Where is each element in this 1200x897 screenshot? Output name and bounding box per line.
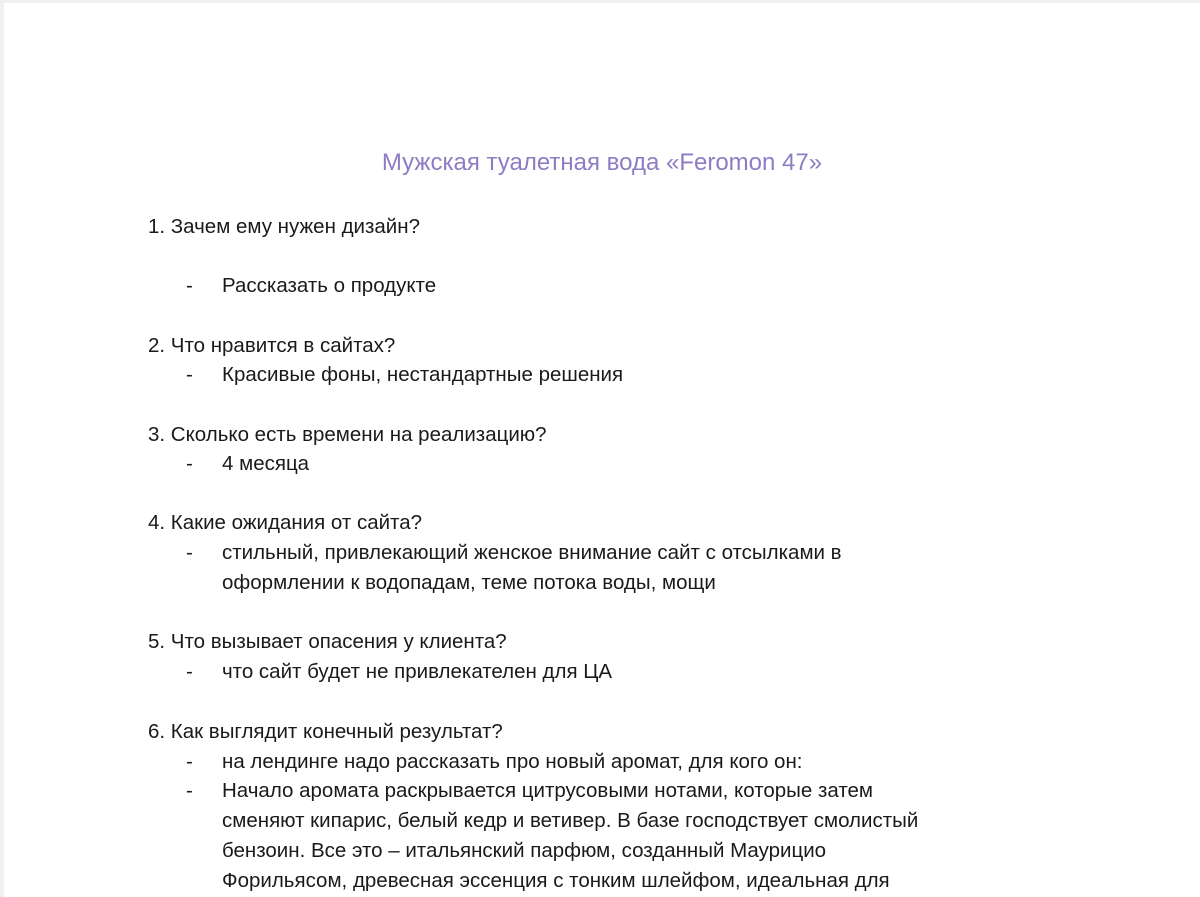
question-4: 4. Какие ожидания от сайта?	[148, 511, 423, 534]
bullet-dash: -	[186, 750, 193, 773]
question-3: 3. Сколько есть времени на реализацию?	[148, 423, 547, 446]
answer-6b-line: сменяют кипарис, белый кедр и ветивер. В базе господствует смолистый	[222, 809, 919, 832]
bullet-dash: -	[186, 541, 193, 564]
answer-1: Рассказать о продукте	[222, 274, 437, 297]
answer-6b-line: Форильясом, древесная эссенция с тонким шлейфом, идеальная для	[222, 869, 890, 892]
bullet-dash: -	[186, 660, 193, 683]
bullet-dash: -	[186, 779, 193, 802]
document-title: Мужская туалетная вода «Feromon 47»	[381, 149, 823, 176]
question-1: 1. Зачем ему нужен дизайн?	[148, 215, 420, 238]
bullet-dash: -	[186, 452, 193, 475]
question-5: 5. Что вызывает опасения у клиента?	[148, 630, 507, 653]
answer-4-line: оформлении к водопадам, теме потока воды, мощи	[222, 571, 716, 594]
bullet-dash: -	[186, 363, 193, 386]
answer-4-line: стильный, привлекающий женское внимание сайт с отсылками в	[222, 541, 842, 564]
question-2: 2. Что нравится в сайтах?	[148, 334, 396, 357]
answer-6b-line: Начало аромата раскрывается цитрусовыми нотами, которые затем	[222, 779, 874, 802]
question-6: 6. Как выглядит конечный результат?	[148, 720, 503, 743]
answer-6a: на лендинге надо рассказать про новый аромат, для кого он:	[222, 750, 803, 773]
answer-6b-line: бензоин. Все это – итальянский парфюм, созданный Маурицио	[222, 839, 827, 862]
answer-5: что сайт будет не привлекателен для ЦА	[222, 660, 613, 683]
bullet-dash: -	[186, 274, 193, 297]
document-page	[4, 3, 1200, 897]
answer-3: 4 месяца	[222, 452, 310, 475]
answer-2: Красивые фоны, нестандартные решения	[222, 363, 624, 386]
